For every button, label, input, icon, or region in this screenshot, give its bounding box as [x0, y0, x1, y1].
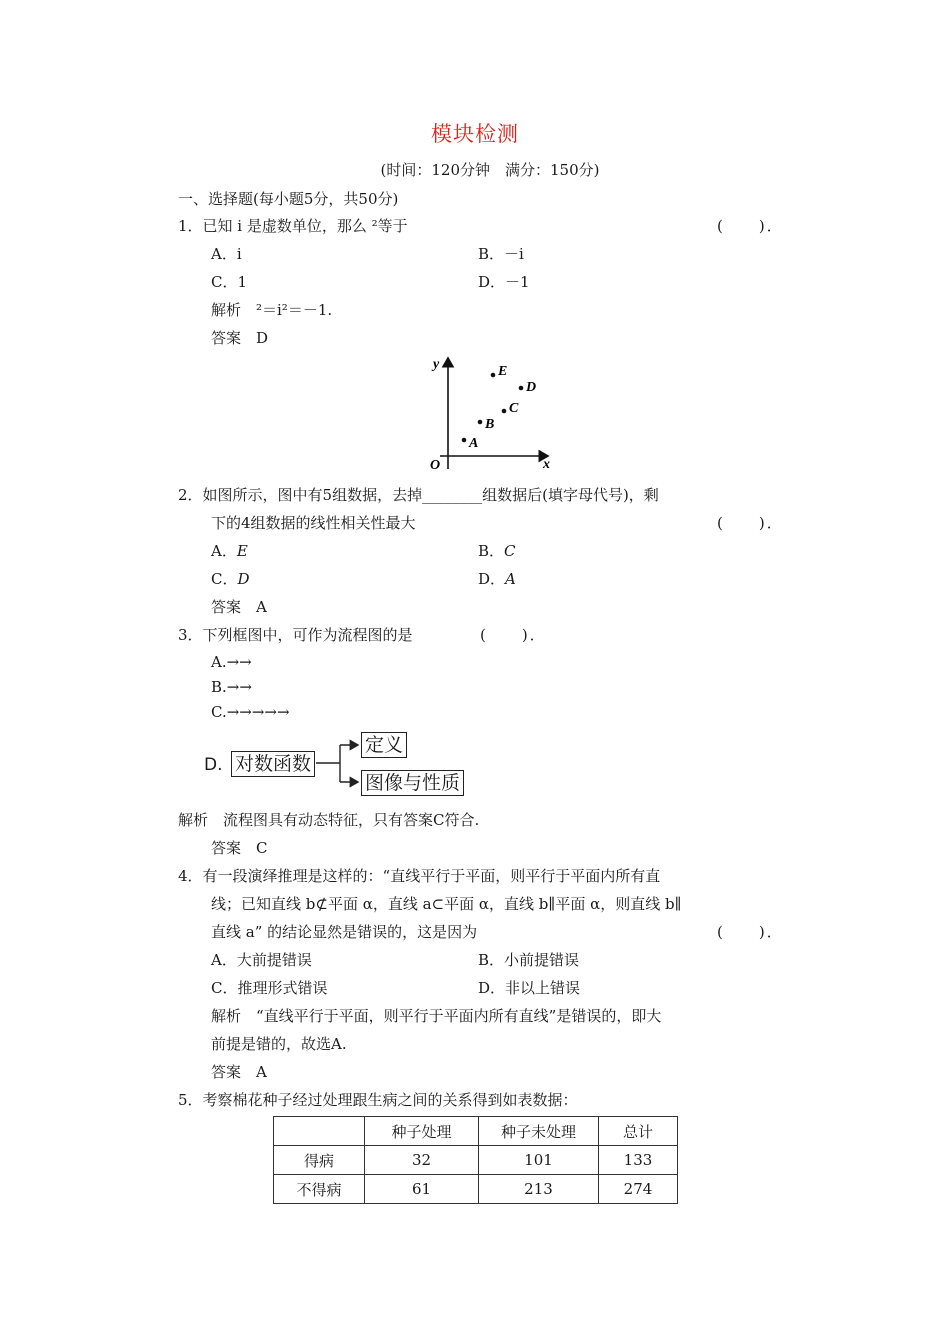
q5-data-table	[273, 1116, 678, 1204]
q2-option-b-prefix: B．	[478, 542, 505, 560]
point-c-label: C	[509, 401, 519, 416]
q1-option-c: C．1	[211, 273, 248, 291]
q4-stem-line1: 4．有一段演绎推理是这样的：“直线平行于平面，则平行于平面内所有直	[178, 867, 661, 885]
q2-option-b-letter: C	[504, 542, 516, 560]
q2-option-a-prefix: A．	[211, 542, 237, 560]
table-header-cell	[274, 1117, 365, 1146]
point-d	[519, 386, 524, 391]
q4-option-b: B．小前提错误	[478, 951, 580, 969]
q2-option-a-letter: E	[236, 542, 248, 560]
q2-option-b	[478, 541, 516, 561]
q4-analysis-line1: 解析 “直线平行于平面，则平行于平面内所有直线”是错误的，即大	[211, 1007, 662, 1025]
table-cell: 133	[599, 1146, 678, 1175]
table-row	[274, 1175, 678, 1204]
table-header-cell: 种子未处理	[479, 1117, 599, 1146]
q1-analysis: 解析 ²＝i²＝－1.	[211, 301, 333, 319]
point-b	[478, 420, 483, 425]
q3-option-c: C.→→→→→	[211, 703, 290, 721]
flowchart-box-definition: 定义	[361, 732, 407, 758]
table-cell: 274	[599, 1175, 678, 1204]
table-cell: 32	[365, 1146, 479, 1175]
q4-analysis-line2: 前提是错的，故选A.	[211, 1035, 347, 1053]
q1-answer: 答案 D	[211, 329, 269, 347]
q3-answer: 答案 C	[211, 839, 268, 857]
origin-label: O	[430, 458, 441, 473]
q2-option-d-prefix: D．	[478, 570, 506, 588]
x-axis-label: x	[543, 457, 550, 472]
q3-answer-blank: ( )．	[480, 626, 547, 644]
q4-stem-line3: 直线 a” 的结论显然是错误的，这是因为	[211, 923, 478, 941]
q4-option-a: A．大前提错误	[211, 951, 312, 969]
point-d-label: D	[526, 380, 537, 395]
table-header-cell: 种子处理	[365, 1117, 479, 1146]
q2-answer-blank: ( )．	[717, 514, 784, 532]
flowchart-box-graph-properties: 图像与性质	[361, 770, 464, 796]
table-row	[274, 1146, 678, 1175]
point-e-label: E	[498, 364, 508, 379]
point-e	[491, 373, 496, 378]
table-header-row	[274, 1117, 678, 1146]
q4-option-c: C．推理形式错误	[211, 979, 328, 997]
page-title: 模块检测	[431, 122, 519, 146]
q3-option-b: B.→→	[211, 678, 252, 696]
q3-analysis: 解析 流程图具有动态特征，只有答案C符合.	[178, 811, 480, 829]
table-cell: 61	[365, 1175, 479, 1204]
point-a-label: A	[469, 436, 479, 451]
q5-stem: 5．考察棉花种子经过处理跟生病之间的关系得到如表数据：	[178, 1091, 578, 1109]
q3-option-d-label: D.	[204, 755, 223, 775]
flowchart-box-log-function: 对数函数	[231, 751, 315, 777]
q2-option-c-letter: D	[237, 570, 250, 588]
point-b-label: B	[485, 417, 495, 432]
flowchart-connector	[316, 738, 364, 790]
page-subtitle: (时间：120分钟 满分：150分)	[380, 161, 600, 179]
q4-answer-blank: ( )．	[717, 923, 784, 941]
table-header-cell: 总计	[599, 1117, 678, 1146]
q4-answer: 答案 A	[211, 1063, 267, 1081]
q3-stem: 3．下列框图中，可作为流程图的是	[178, 626, 413, 644]
table-cell: 213	[479, 1175, 599, 1204]
q2-option-d-letter: A	[505, 570, 516, 588]
q2-stem-line2: 下的4组数据的线性相关性最大	[211, 514, 416, 532]
table-cell: 得病	[274, 1146, 365, 1175]
q2-answer: 答案 A	[211, 598, 267, 616]
q2-option-d	[478, 569, 516, 589]
q2-option-a	[211, 541, 248, 561]
q4-stem-line2: 线；已知直线 b⊄平面 α，直线 a⊂平面 α，直线 b∥平面 α，则直线 b∥	[211, 895, 682, 913]
q1-option-d: D．－1	[478, 273, 530, 291]
q2-option-c	[211, 569, 250, 589]
table-cell: 不得病	[274, 1175, 365, 1204]
q1-stem: 1．已知 i 是虚数单位，那么 ²等于	[178, 217, 408, 235]
section-heading: 一、选择题(每小题5分，共50分)	[178, 190, 399, 208]
scatter-figure	[420, 350, 570, 475]
q1-option-b: B．－i	[478, 245, 524, 263]
q2-stem-line1: 2．如图所示，图中有5组数据，去掉________组数据后(填字母代号)，剩	[178, 486, 659, 504]
point-c	[502, 409, 507, 414]
table-cell: 101	[479, 1146, 599, 1175]
q3-option-a: A.→→	[211, 653, 252, 671]
q1-answer-blank: ( )．	[717, 217, 784, 235]
q2-option-c-prefix: C．	[211, 570, 238, 588]
point-a	[462, 438, 467, 443]
y-axis-label: y	[433, 357, 440, 372]
q1-option-a: A．i	[211, 245, 242, 263]
q4-option-d: D．非以上错误	[478, 979, 581, 997]
